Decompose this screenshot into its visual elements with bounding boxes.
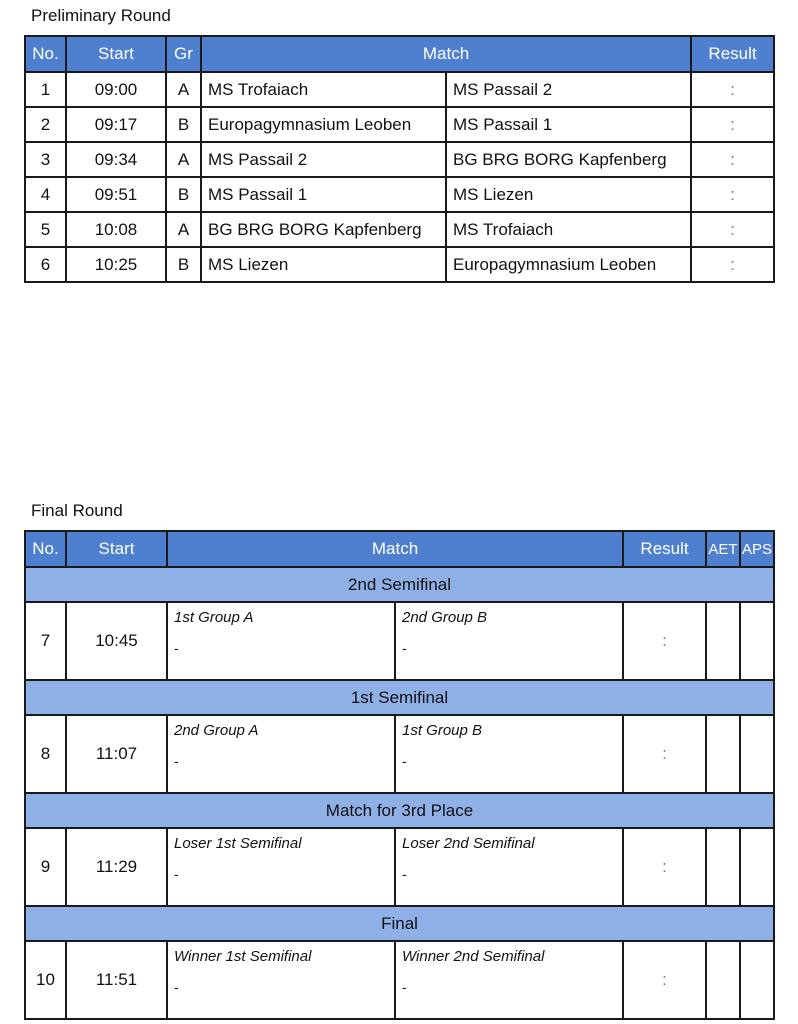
aet-cell (706, 941, 740, 1019)
home-placeholder: 2nd Group A (174, 722, 259, 739)
header-start: Start (66, 36, 166, 72)
home-team: - (174, 753, 179, 769)
away-slot (395, 941, 623, 1019)
match-number: 8 (25, 715, 66, 793)
table-row (25, 177, 774, 212)
header-aet: AET (706, 531, 740, 567)
match-number: 6 (25, 247, 66, 282)
final-round-table (24, 530, 775, 1020)
table-row (25, 142, 774, 177)
stage-title: Match for 3rd Place (25, 793, 774, 828)
away-team: BG BRG BORG Kapfenberg (446, 142, 691, 177)
result: : (623, 602, 706, 680)
group: A (166, 142, 201, 177)
away-team: Europagymnasium Leoben (446, 247, 691, 282)
table-header-row (25, 36, 774, 72)
group: A (166, 72, 201, 107)
result: : (623, 941, 706, 1019)
start-time: 10:08 (66, 212, 166, 247)
away-team: MS Passail 1 (446, 107, 691, 142)
home-team: MS Liezen (201, 247, 446, 282)
start-time: 09:34 (66, 142, 166, 177)
result: : (691, 177, 774, 212)
result: : (691, 247, 774, 282)
group: A (166, 212, 201, 247)
group: B (166, 247, 201, 282)
final-round-title: Final Round (31, 501, 123, 520)
start-time: 11:07 (66, 715, 167, 793)
header-result: Result (691, 36, 774, 72)
table-row (25, 715, 774, 793)
header-result: Result (623, 531, 706, 567)
home-team: - (174, 979, 179, 995)
away-slot (395, 602, 623, 680)
table-row (25, 212, 774, 247)
result: : (691, 72, 774, 107)
away-team: MS Liezen (446, 177, 691, 212)
aet-cell (706, 828, 740, 906)
away-placeholder: 2nd Group B (402, 609, 488, 626)
aps-cell (740, 941, 774, 1019)
home-placeholder: Winner 1st Semifinal (174, 948, 312, 965)
away-placeholder: 1st Group B (402, 722, 483, 739)
match-number: 5 (25, 212, 66, 247)
home-slot (167, 941, 395, 1019)
start-time: 10:45 (66, 602, 167, 680)
match-number: 3 (25, 142, 66, 177)
table-header-row (25, 531, 774, 567)
match-number: 4 (25, 177, 66, 212)
table-row (25, 247, 774, 282)
stage-title: Final (25, 906, 774, 941)
away-team: - (402, 866, 407, 882)
away-team: - (402, 640, 407, 656)
header-group: Gr (166, 36, 201, 72)
home-slot (167, 828, 395, 906)
home-slot (167, 715, 395, 793)
header-match: Match (167, 531, 623, 567)
match-number: 1 (25, 72, 66, 107)
start-time: 10:25 (66, 247, 166, 282)
stage-title: 2nd Semifinal (25, 567, 774, 602)
home-team: - (174, 866, 179, 882)
stage-band (25, 793, 774, 828)
stage-band (25, 906, 774, 941)
table-row (25, 828, 774, 906)
away-placeholder: Winner 2nd Semifinal (402, 948, 545, 965)
match-number: 9 (25, 828, 66, 906)
aps-cell (740, 828, 774, 906)
aet-cell (706, 602, 740, 680)
away-team: MS Trofaiach (446, 212, 691, 247)
aps-cell (740, 715, 774, 793)
table-row (25, 72, 774, 107)
home-team: - (174, 640, 179, 656)
result: : (691, 107, 774, 142)
home-team: Europagymnasium Leoben (201, 107, 446, 142)
start-time: 09:17 (66, 107, 166, 142)
match-number: 2 (25, 107, 66, 142)
result: : (623, 715, 706, 793)
home-placeholder: 1st Group A (174, 609, 254, 626)
header-match: Match (201, 36, 691, 72)
home-team: MS Passail 2 (201, 142, 446, 177)
match-number: 10 (25, 941, 66, 1019)
header-no: No. (25, 531, 66, 567)
preliminary-round-title: Preliminary Round (31, 6, 171, 25)
start-time: 11:29 (66, 828, 167, 906)
stage-band (25, 680, 774, 715)
away-slot (395, 715, 623, 793)
aet-cell (706, 715, 740, 793)
preliminary-round-table (24, 35, 775, 283)
table-row (25, 107, 774, 142)
header-start: Start (66, 531, 167, 567)
start-time: 09:51 (66, 177, 166, 212)
away-placeholder: Loser 2nd Semifinal (402, 835, 535, 852)
home-slot (167, 602, 395, 680)
start-time: 11:51 (66, 941, 167, 1019)
result: : (691, 212, 774, 247)
group: B (166, 177, 201, 212)
table-row (25, 941, 774, 1019)
aps-cell (740, 602, 774, 680)
away-slot (395, 828, 623, 906)
start-time: 09:00 (66, 72, 166, 107)
result: : (623, 828, 706, 906)
group: B (166, 107, 201, 142)
home-team: BG BRG BORG Kapfenberg (201, 212, 446, 247)
stage-title: 1st Semifinal (25, 680, 774, 715)
home-team: MS Trofaiach (201, 72, 446, 107)
result: : (691, 142, 774, 177)
away-team: MS Passail 2 (446, 72, 691, 107)
home-team: MS Passail 1 (201, 177, 446, 212)
header-no: No. (25, 36, 66, 72)
home-placeholder: Loser 1st Semifinal (174, 835, 302, 852)
stage-band (25, 567, 774, 602)
table-row (25, 602, 774, 680)
away-team: - (402, 753, 407, 769)
away-team: - (402, 979, 407, 995)
header-aps: APS (740, 531, 774, 567)
match-number: 7 (25, 602, 66, 680)
